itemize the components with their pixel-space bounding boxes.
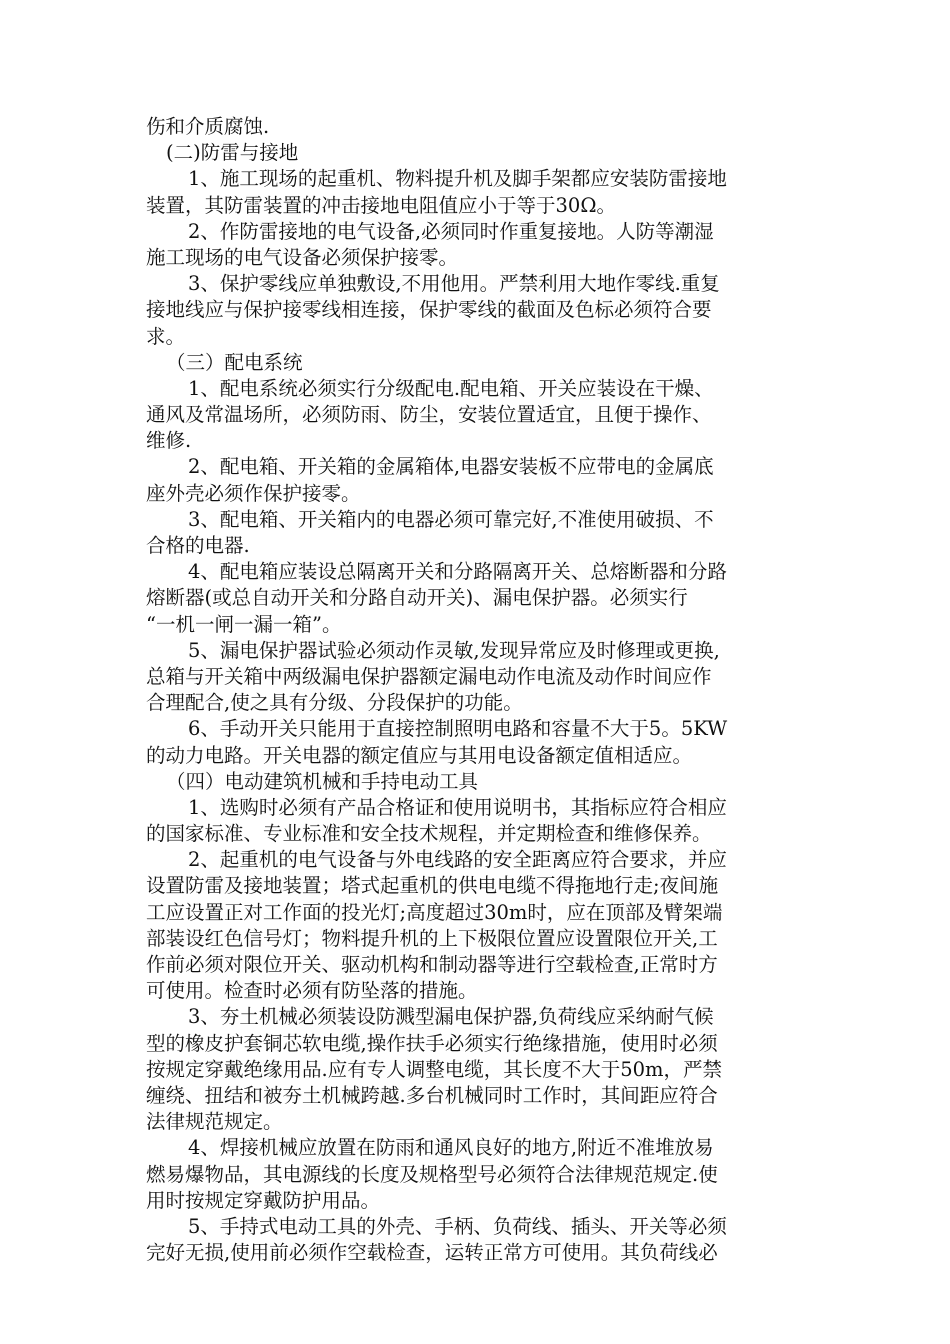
text-line: 部装设红色信号灯；物料提升机的上下极限位置应设置限位开关,工 — [146, 926, 718, 950]
text-line: 维修. — [146, 429, 192, 453]
text-line: 2、配电箱、开关箱的金属箱体,电器安装板不应带电的金属底 — [188, 455, 714, 479]
text-line: 通风及常温场所，必须防雨、防尘，安装位置适宜，且便于操作、 — [146, 403, 712, 427]
text-line: 2、起重机的电气设备与外电线路的安全距离应符合要求，并应 — [188, 848, 727, 872]
section-heading: （四）电动建筑机械和手持电动工具 — [166, 769, 479, 793]
text-line: 总箱与开关箱中两级漏电保护器额定漏电动作电流及动作时间应作 — [146, 664, 712, 688]
text-line: 合理配合,使之具有分级、分段保护的功能。 — [146, 691, 523, 715]
text-line: 按规定穿戴绝缘用品.应有专人调整电缆，其长度不大于50m，严禁 — [146, 1057, 723, 1081]
text-line: 2、作防雷接地的电气设备,必须同时作重复接地。人防等潮湿 — [188, 219, 714, 243]
text-line: 1、选购时必须有产品合格证和使用说明书，其指标应符合相应 — [188, 795, 727, 819]
text-line: 5、漏电保护器试验必须动作灵敏,发现异常应及时修理或更换, — [188, 638, 720, 662]
text-line: “一机一闸一漏一箱”。 — [146, 612, 342, 636]
text-line: 型的橡皮护套铜芯软电缆,操作扶手必须实行绝缘措施，使用时必须 — [146, 1031, 718, 1055]
section-heading: （三）配电系统 — [166, 350, 303, 374]
text-line: 求。 — [146, 324, 186, 348]
text-line: 完好无损,使用前必须作空载检查，运转正常方可使用。其负荷线必 — [146, 1241, 718, 1265]
text-line: 1、配电系统必须实行分级配电.配电箱、开关应装设在干燥、 — [188, 376, 714, 400]
document-body — [146, 114, 826, 1266]
text-line: 座外壳必须作保护接零。 — [146, 481, 361, 505]
text-line: 缠绕、扭结和被夯土机械跨越.多台机械同时工作时，其间距应符合 — [146, 1083, 718, 1107]
text-line: 熔断器(或总自动开关和分路自动开关)、漏电保护器。必须实行 — [146, 586, 688, 610]
text-line: 5、手持式电动工具的外壳、手柄、负荷线、插头、开关等必须 — [188, 1214, 727, 1238]
text-line: 6、手动开关只能用于直接控制照明电路和容量不大于5。5KW — [188, 717, 728, 741]
text-line: 工应设置正对工作面的投光灯;高度超过30m时，应在顶部及臂架端 — [146, 900, 723, 924]
text-line: 的国家标准、专业标准和安全技术规程，并定期检查和维修保养。 — [146, 822, 712, 846]
text-line: 设置防雷及接地装置；塔式起重机的供电电缆不得拖地行走;夜间施 — [146, 874, 719, 898]
text-line: 4、配电箱应装设总隔离开关和分路隔离开关、总熔断器和分路 — [188, 560, 727, 584]
text-line: 3、保护零线应单独敷设,不用他用。严禁利用大地作零线.重复 — [188, 272, 720, 296]
text-line: 作前必须对限位开关、驱动机构和制动器等进行空载检查,正常时方 — [146, 953, 718, 976]
text-line: 接地线应与保护接零线相连接，保护零线的截面及色标必须符合要 — [146, 298, 712, 322]
text-line: 用时按规定穿戴防护用品。 — [146, 1188, 381, 1212]
text-line: 可使用。检查时必须有防坠落的措施。 — [146, 979, 478, 1003]
text-line: 的动力电路。开关电器的额定值应与其用电设备额定值相适应。 — [146, 743, 693, 767]
text-line: 伤和介质腐蚀. — [146, 115, 270, 138]
text-line: 燃易爆物品，其电源线的长度及规格型号必须符合法律规范规定.使 — [146, 1162, 718, 1186]
text-line: 装置，其防雷装置的冲击接地电阻值应小于等于30Ω。 — [146, 193, 616, 217]
text-line: 施工现场的电气设备必须保护接零。 — [146, 245, 459, 269]
text-line: 法律规范规定。 — [146, 1110, 283, 1134]
text-line: 1、施工现场的起重机、物料提升机及脚手架都应安装防雷接地 — [188, 167, 727, 191]
text-line: 合格的电器. — [146, 534, 250, 557]
section-heading: (二)防雷与接地 — [166, 141, 299, 165]
text-line: 3、配电箱、开关箱内的电器必须可靠完好,不准使用破损、不 — [188, 507, 714, 531]
text-line: 3、夯土机械必须装设防溅型漏电保护器,负荷线应采纳耐气候 — [188, 1005, 714, 1029]
text-line: 4、焊接机械应放置在防雨和通风良好的地方,附近不准堆放易 — [188, 1136, 714, 1160]
